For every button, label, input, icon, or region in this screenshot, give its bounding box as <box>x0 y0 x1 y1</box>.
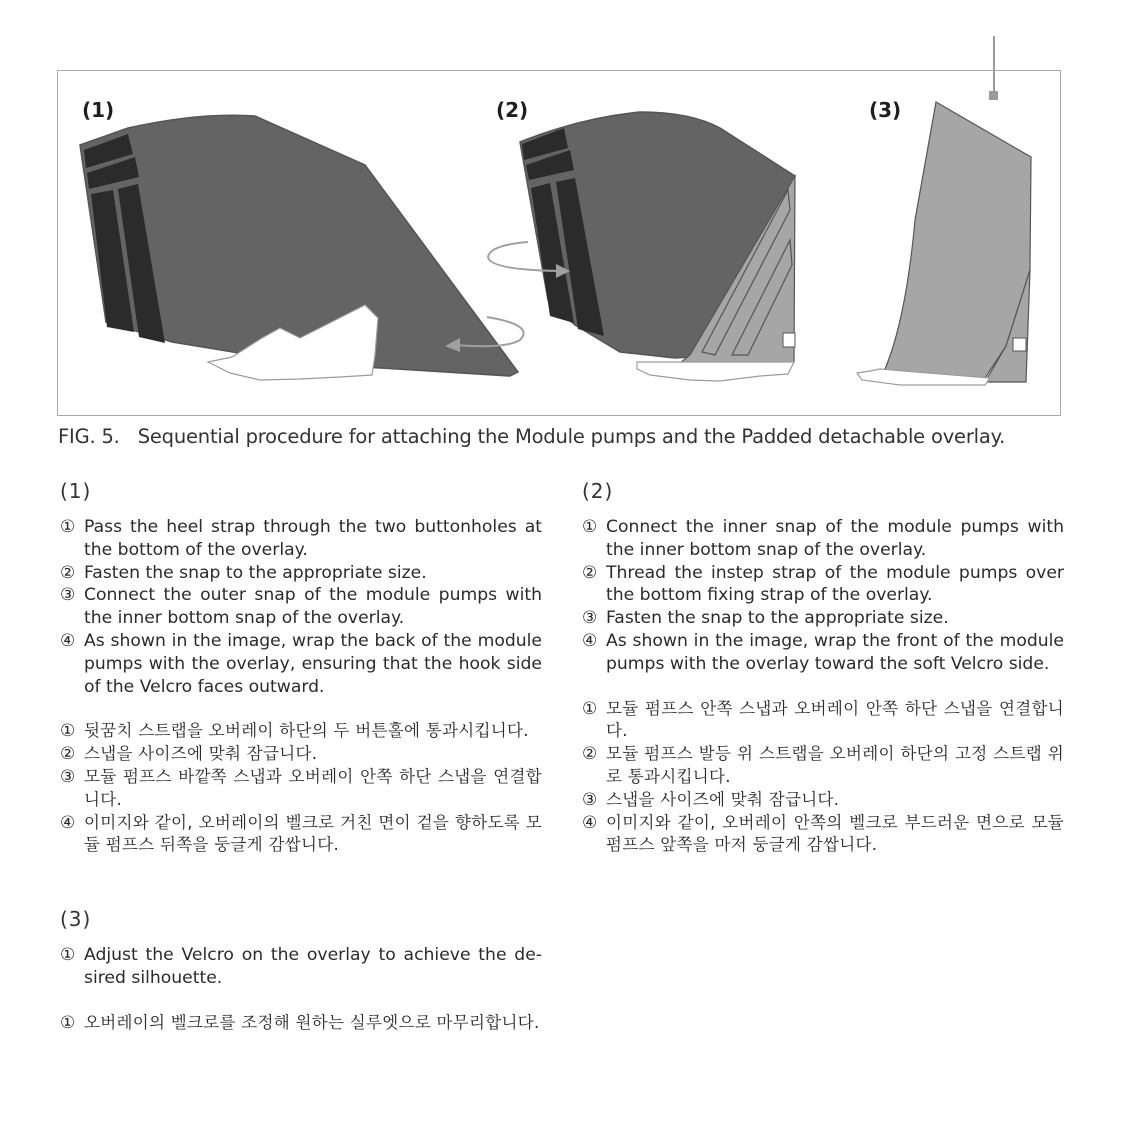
step-number: ① <box>60 517 76 537</box>
step-number: ② <box>582 562 598 583</box>
step-text: 스냅을 사이즈에 맞춰 잠급니다. <box>606 789 840 809</box>
step-number: ③ <box>582 608 598 629</box>
figure-number: FIG. 5. <box>58 425 120 448</box>
step-text: Fasten the snap to the appropriate size. <box>84 562 427 583</box>
step-number: ④ <box>582 812 598 833</box>
section-title: (1) <box>60 479 92 503</box>
panel-label-3: (3) <box>869 98 902 122</box>
step-number: ② <box>60 744 76 765</box>
korean-steps <box>582 698 1064 858</box>
step-item <box>60 766 542 812</box>
step-number: ① <box>60 1012 76 1033</box>
step-item <box>60 630 542 698</box>
step-item <box>60 743 542 766</box>
step-item <box>582 607 1064 630</box>
section-2 <box>582 480 1064 879</box>
panel-2-illustration <box>488 112 795 381</box>
english-steps <box>60 944 542 990</box>
step-number: ① <box>582 517 598 537</box>
step-text: Adjust the Velcro on the overlay to achieve the de-sired silhouette. <box>84 945 542 988</box>
step-item <box>60 562 542 585</box>
caption-text: Sequential procedure for attaching the Module pumps and the Padded detachable overlay. <box>137 425 1006 448</box>
step-text: Pass the heel strap through the two buttonholes at the bottom of the overlay. <box>84 517 542 560</box>
step-item <box>582 789 1064 812</box>
step-item <box>582 698 1064 744</box>
step-item <box>582 562 1064 608</box>
step-item <box>60 944 542 990</box>
step-text: 스냅을 사이즈에 맞춰 잠급니다. <box>84 744 318 764</box>
step-number: ④ <box>60 812 76 833</box>
figure-illustration <box>0 0 1125 420</box>
step-text: 이미지와 같이, 오버레이의 벨크로 거친 면이 겉을 향하도록 모듈 펌프스 뒤쪽을 둥글게 감쌉니다. <box>84 812 542 855</box>
step-text: 뒷꿈치 스트랩을 오버레이 하단의 두 버튼홀에 통과시킵니다. <box>84 721 529 741</box>
step-item <box>582 630 1064 676</box>
step-text: 오버레이의 벨크로를 조정해 원하는 실루엣으로 마무리합니다. <box>84 1012 540 1032</box>
panel-label-1: (1) <box>82 98 115 122</box>
panel-label-2: (2) <box>496 98 529 122</box>
english-steps <box>60 516 542 698</box>
step-item <box>582 812 1064 858</box>
step-text: Thread the instep strap of the module pumps over the bottom fixing strap of the overlay. <box>606 562 1064 606</box>
section-1 <box>60 480 542 879</box>
figure-caption <box>58 425 1005 448</box>
step-text: Fasten the snap to the appropriate size. <box>606 608 949 629</box>
step-text: As shown in the image, wrap the front of the module pumps with the overlay toward the soft Velcro side. <box>606 630 1064 674</box>
english-steps <box>582 516 1064 676</box>
section-title: (2) <box>582 479 614 503</box>
panel-1-illustration <box>80 115 524 380</box>
step-number: ④ <box>60 630 76 651</box>
step-item <box>60 516 542 562</box>
step-text: 모듈 펌프스 안쪽 스냅과 오버레이 안쪽 하단 스냅을 연결합니다. <box>606 698 1064 741</box>
section-title: (3) <box>60 907 92 931</box>
step-number: ③ <box>60 766 76 787</box>
korean-steps <box>60 1012 542 1035</box>
step-number: ④ <box>582 630 598 651</box>
step-number: ③ <box>582 789 598 810</box>
step-text: 모듈 펌프스 발등 위 스트랩을 오버레이 하단의 고정 스트랩 위로 통과시킵니다. <box>606 744 1064 786</box>
step-number: ① <box>60 945 76 965</box>
step-item <box>582 516 1064 562</box>
step-item <box>60 720 542 743</box>
step-number: ③ <box>60 585 76 606</box>
step-item <box>582 743 1064 789</box>
step-number: ② <box>60 562 76 583</box>
step-item <box>60 584 542 630</box>
section-3 <box>60 908 542 1056</box>
step-item <box>60 1012 542 1035</box>
korean-steps <box>60 720 542 857</box>
step-item <box>60 812 542 858</box>
panel-3-illustration <box>857 102 1031 385</box>
step-text: 이미지와 같이, 오버레이 안쪽의 벨크로 부드러운 면으로 모듈 펌프스 앞쪽을 마저 둥글게 감쌉니다. <box>606 812 1064 855</box>
step-text: Connect the outer snap of the module pumps with the inner bottom snap of the overlay. <box>84 585 542 629</box>
step-number: ① <box>60 721 76 742</box>
step-text: As shown in the image, wrap the back of the module pumps with the overlay, ensuring that the hook side of the Velcro faces outward. <box>84 630 542 697</box>
step-number: ① <box>582 698 598 719</box>
step-text: Connect the inner snap of the module pumps with the inner bottom snap of the overlay. <box>606 517 1064 560</box>
step-number: ② <box>582 744 598 765</box>
step-text: 모듈 펌프스 바깥쪽 스냅과 오버레이 안쪽 하단 스냅을 연결합니다. <box>84 766 542 809</box>
